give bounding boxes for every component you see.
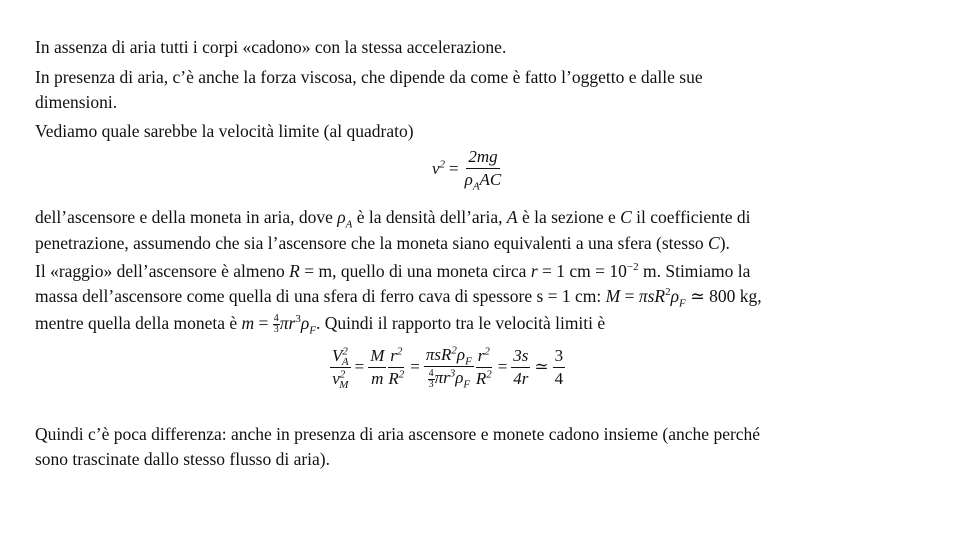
eq2-equals-1: =	[354, 357, 365, 377]
text-line-3: dimensioni.	[35, 92, 118, 112]
eq1-fraction	[463, 147, 504, 193]
text-line-8: massa dell’ascensore come quella di una sfera di ferro cava di spessore s = 1 cm: $M = \pi sR^2\rho_F$ ≃ 800 kg,	[35, 286, 762, 310]
equation-terminal-velocity	[432, 147, 503, 193]
text-line-6: penetrazione, assumendo che sia l’ascensore che la moneta siano equivalenti a una sfera (stesso C).	[35, 233, 730, 253]
eq1-numerator: 2mg	[466, 147, 499, 169]
eq2-fraction-result: $\frac{3}{4}$	[554, 345, 564, 388]
text-line-1: In assenza di aria tutti i corpi «cadono» con la stessa accelerazione.	[35, 37, 507, 57]
eq2-fraction-velocity: $\frac{V^2_A}{v^2_M}$	[332, 345, 349, 392]
text-line-4: Vediamo quale sarebbe la velocità limite (al quadrato)	[35, 121, 414, 141]
eq1-denominator: $\rho_AAC$	[464, 170, 502, 193]
eq2-equals-3: =	[497, 357, 508, 377]
text-line-9: mentre quella della moneta è m = $\frac{4}{3}$ $\pi r^3\rho_F$. Quindi il rapporto tra le velocità limiti è	[35, 313, 606, 337]
text-line-2: In presenza di aria, c’è anche la forza viscosa, che dipende da come è fatto l’oggetto e dalle sue	[35, 67, 703, 87]
eq2-fraction-simplified: $\frac{3s}{4r}$	[513, 345, 529, 388]
eq2-fraction-expanded: $\pi sR^2\rho_F$ $\frac{4}{3}$ $\pi r^3\rho_F$	[425, 344, 472, 391]
eq1-lhs: $v^2$	[432, 157, 446, 178]
four-thirds-fraction: $\frac{4}{3}$	[273, 313, 279, 336]
eq2-fraction-mass: $\frac{M}{m}$	[370, 345, 385, 388]
eq1-equals: =	[449, 158, 459, 178]
text-line-7: Il «raggio» dell’ascensore è almeno R = m, quello di una moneta circa r = 1 cm = $10^{-2}$ m. Stimiamo la	[35, 261, 751, 281]
eq2-fraction-radius: $\frac{r^2}{R^2}$	[388, 345, 405, 388]
text-line-5: dell’ascensore e della moneta in aria, dove $\rho_A$ è la densità dell’aria, A è la sezione e C il coefficiente di	[35, 207, 751, 231]
eq2-approx: ≃	[534, 357, 549, 377]
equation-velocity-ratio	[330, 345, 565, 390]
text-line-11: sono trascinate dallo stesso flusso di aria).	[35, 449, 331, 469]
text-line-10: Quindi c’è poca differenza: anche in presenza di aria ascensore e monete cadono insieme (anche perché	[35, 424, 761, 444]
eq2-fraction-radius-2: $\frac{r^2}{R^2}$	[475, 345, 492, 388]
eq2-equals-2: =	[410, 357, 420, 377]
